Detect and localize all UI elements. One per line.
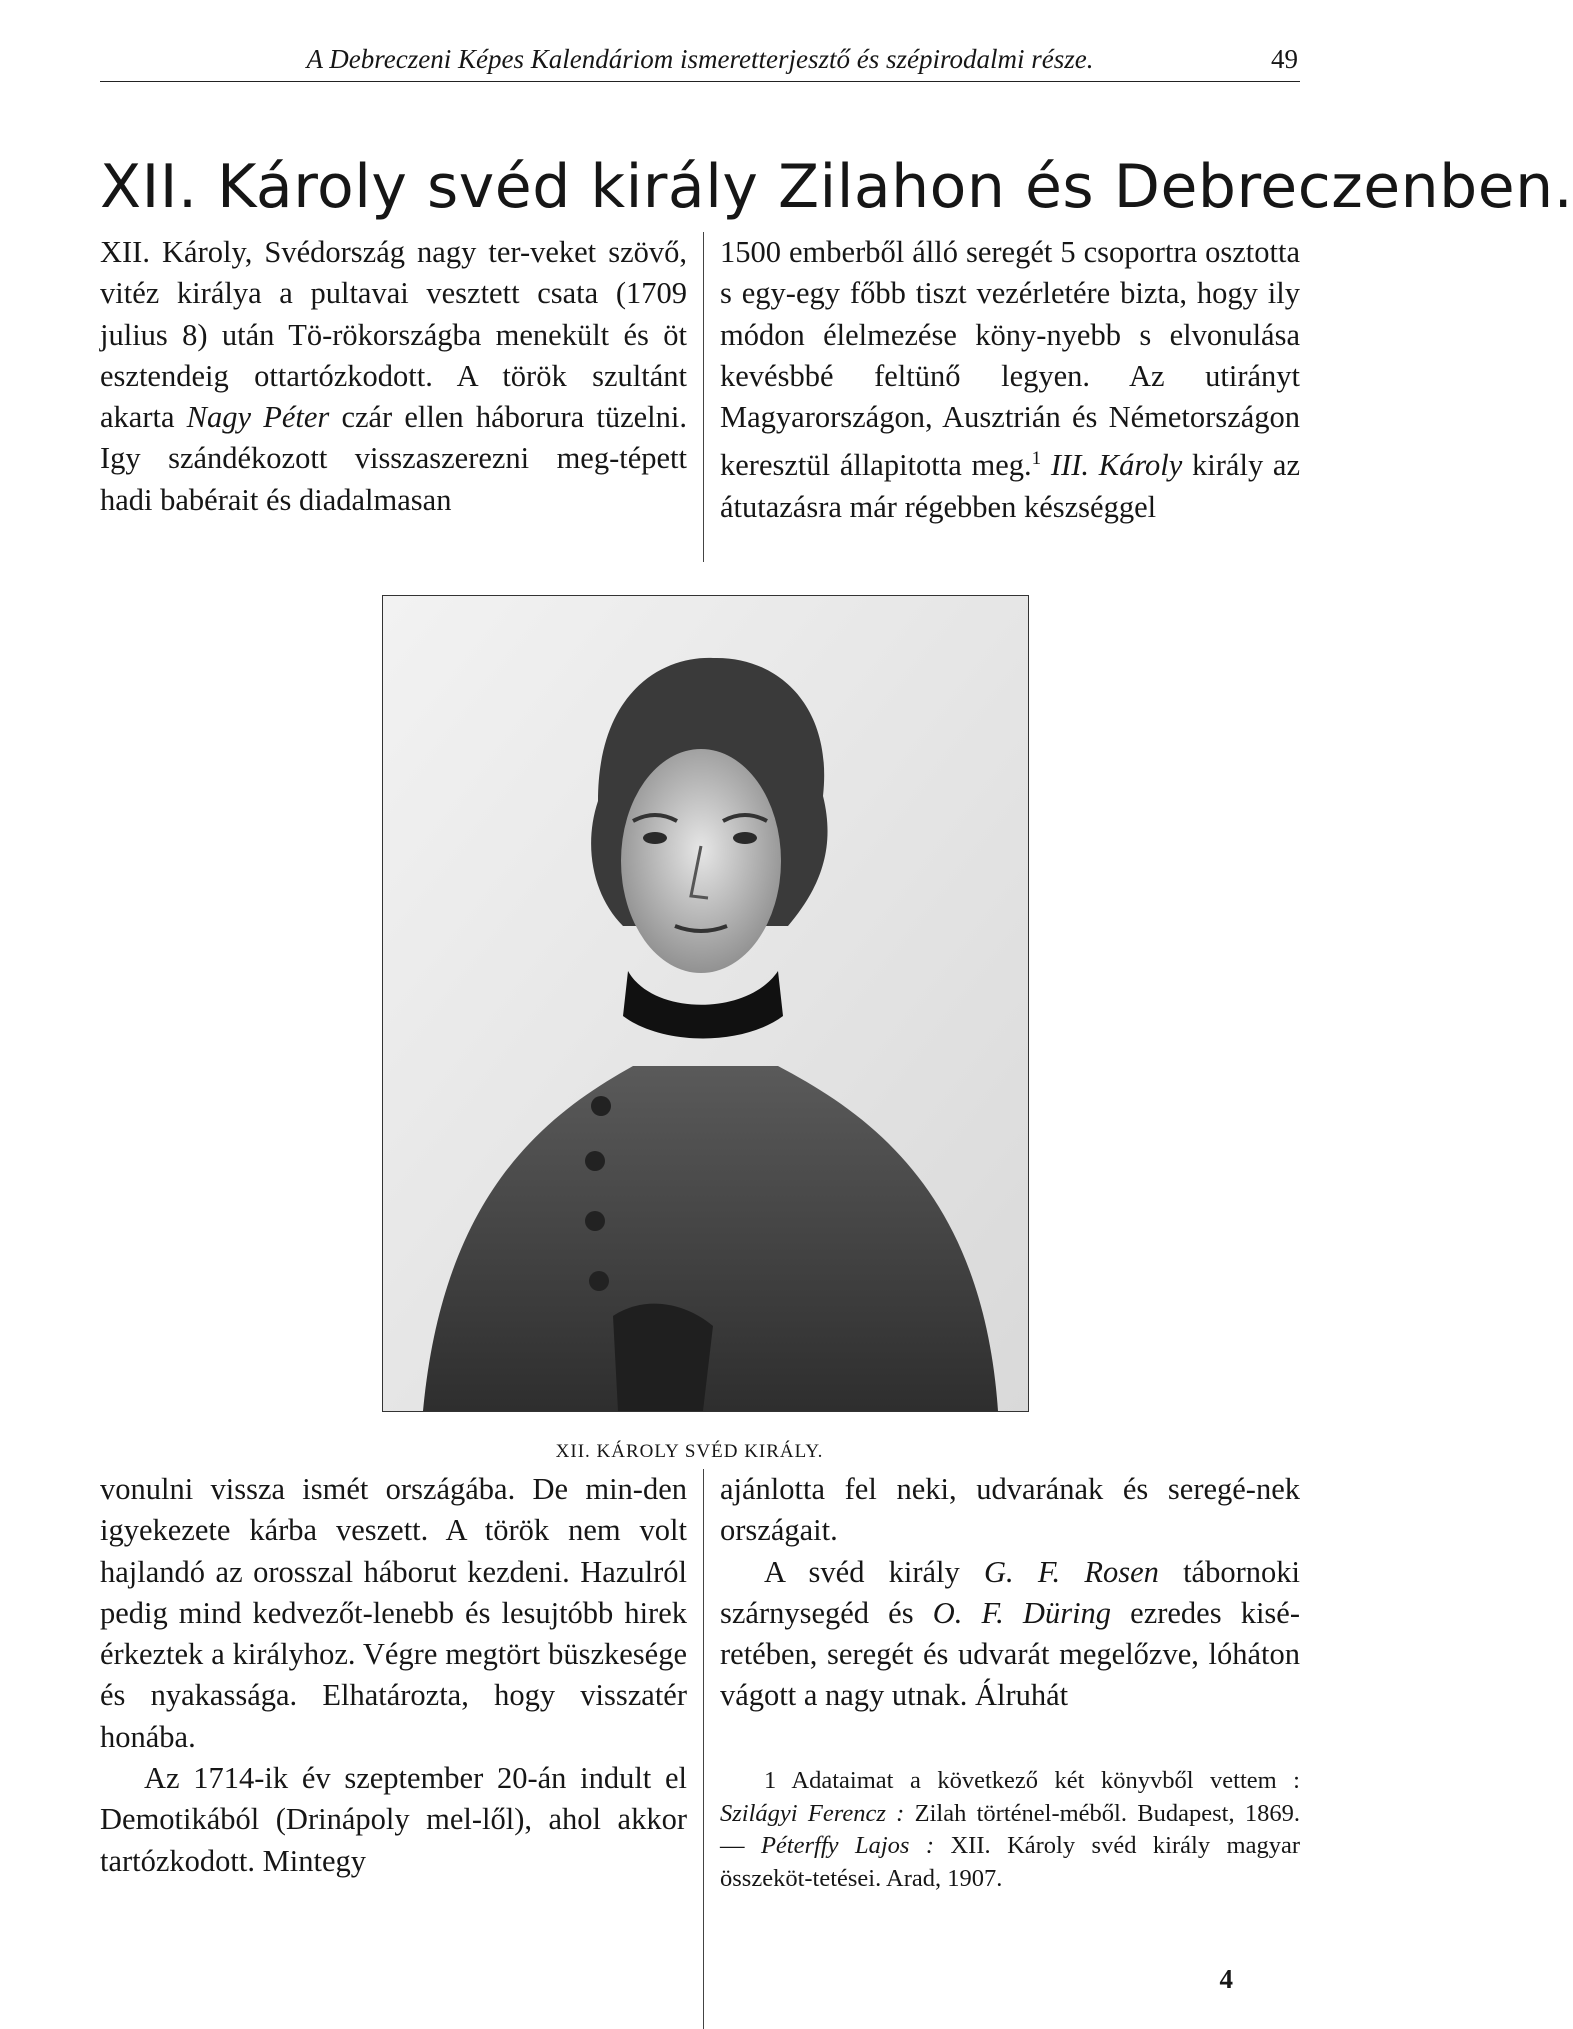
portrait-engraving bbox=[383, 596, 1028, 1411]
column-left-bottom bbox=[100, 1469, 687, 1882]
running-header bbox=[100, 36, 1300, 82]
column-left-top bbox=[100, 232, 687, 521]
text-run: czár ellen háborura tüzelni. Igy szándékozott visszaszerezni meg-tépett hadi babérait és diadalmasan bbox=[100, 400, 687, 517]
text-run: 1500 emberből álló seregét 5 csoportra osztotta s egy-egy főbb tiszt vezérletére bizta, hogy ily módon élelmezése köny-nyebb s elvonulása kevésbbé feltünő legyen. Az utirányt Magyarországon, Ausztrián és Németországon keresztül állapitotta meg. bbox=[720, 235, 1300, 483]
text-run: A svéd király bbox=[764, 1554, 984, 1589]
article-title: XII. Károly svéd király Zilahon és Debreczenben. bbox=[100, 152, 1573, 222]
page-number: 49 bbox=[1271, 44, 1298, 74]
paragraph: vonulni vissza ismét országába. De min-den igyekezete kárba veszett. A török nem volt hajlandó az orosszal háborut kezdeni. Hazulról pedig mind kedvezőt-lenebb és lesujtóbb hirek érkeztek a királyhoz. Végre megtört büszkesége és nyakassága. Elhatározta, hogy visszatér honába. bbox=[100, 1472, 687, 1754]
text-run: Zilah történel-méből. Budapest, 1869. — bbox=[720, 1799, 1300, 1859]
text-run: tábornoki szárnysegéd és bbox=[720, 1554, 1300, 1630]
figure-caption: XII. KÁROLY SVÉD KIRÁLY. bbox=[555, 1441, 824, 1462]
portrait-image bbox=[382, 595, 1029, 1412]
signature-mark: 4 bbox=[1219, 1964, 1233, 1994]
author-italic: Péterffy Lajos : bbox=[760, 1832, 935, 1859]
paragraph: Az 1714-ik év szeptember 20-án indult el Demotikából (Drinápoly mel-lől), ahol akkor tartózkodott. Mintegy bbox=[100, 1761, 687, 1878]
text-run: ezredes kisé-retében, seregét és udvarát megelőzve, lóháton vágott a nagy utnak. Álruhát bbox=[720, 1595, 1300, 1713]
paragraph bbox=[720, 232, 1300, 528]
name-italic: G. F. Rosen bbox=[983, 1554, 1159, 1589]
name-italic: Nagy Péter bbox=[186, 400, 330, 435]
column-divider bbox=[703, 232, 704, 562]
text-run: király az átutazásra már régebben készséggel bbox=[720, 448, 1300, 524]
paragraph bbox=[720, 1552, 1300, 1717]
text-run: XII. Károly, Svédország nagy ter-veket szövő, vitéz királya a pultavai vesztett csata (1709 julius 8) után Tö-rökországba menekült és öt esztendeig ottartózkodott. A török szultánt akarta bbox=[100, 235, 687, 435]
header-rule bbox=[100, 81, 1300, 82]
text-run: Adataimat a következő két könyvből vettem : bbox=[776, 1767, 1300, 1794]
text-run bbox=[1041, 449, 1051, 483]
column-right-top bbox=[720, 232, 1300, 528]
footnote bbox=[720, 1765, 1300, 1895]
footnote-ref: 1 bbox=[1031, 448, 1042, 470]
footnote-number: 1 bbox=[764, 1767, 777, 1794]
column-right-bottom bbox=[720, 1469, 1300, 1717]
paragraph bbox=[100, 232, 687, 521]
header-title: A Debreczeni Képes Kalendáriom ismeretterjesztő és szépirodalmi része. bbox=[306, 44, 1094, 74]
author-italic: Szilágyi Ferencz : bbox=[720, 1799, 905, 1827]
paragraph: ajánlotta fel neki, udvarának és seregé-nek országait. bbox=[720, 1472, 1300, 1548]
text-run: XII. Károly svéd király magyar összeköt-tetései. Arad, 1907. bbox=[720, 1832, 1300, 1892]
column-divider bbox=[703, 1469, 704, 2029]
name-italic: O. F. Düring bbox=[932, 1595, 1112, 1630]
name-italic: III. Károly bbox=[1050, 448, 1183, 483]
